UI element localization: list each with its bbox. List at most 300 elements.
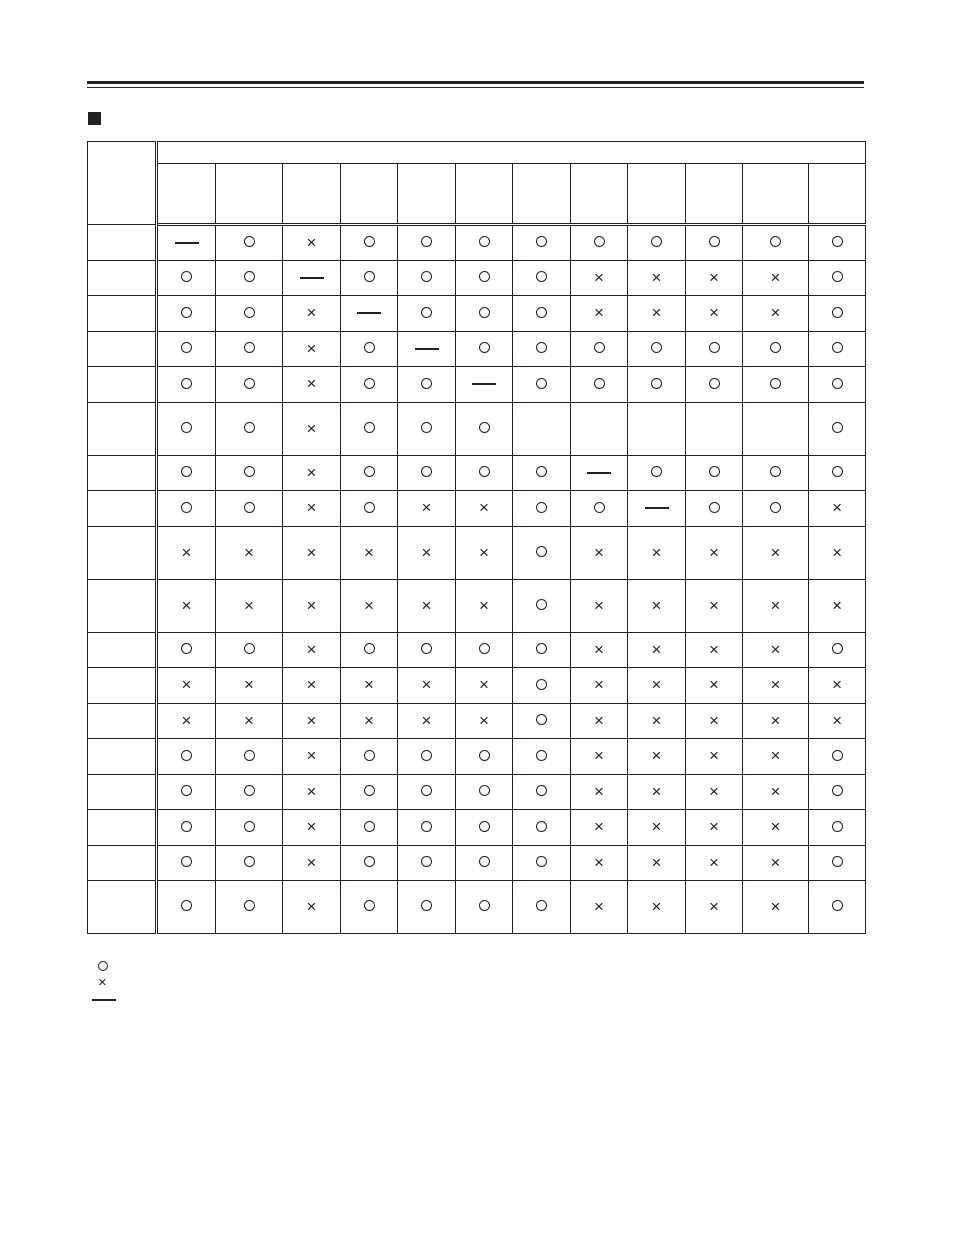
matrix-cell [628, 846, 686, 881]
row-label [88, 810, 157, 846]
dash-icon [357, 312, 381, 314]
circle-icon [536, 643, 547, 654]
cross-icon: × [770, 781, 781, 801]
circle-icon [364, 236, 375, 247]
table-row [88, 456, 866, 491]
matrix-cell [157, 332, 216, 367]
matrix-cell [157, 527, 216, 580]
circle-icon [536, 546, 547, 557]
matrix-cell [283, 668, 341, 704]
circle-icon [479, 750, 490, 761]
cross-icon: × [594, 746, 604, 765]
circle-icon [832, 466, 843, 477]
matrix-cell [283, 296, 341, 332]
circle-icon [709, 378, 720, 389]
cross-icon: × [651, 267, 662, 287]
matrix-cell [513, 261, 571, 296]
matrix-cell [283, 810, 341, 846]
matrix-cell [341, 403, 398, 456]
row-label [88, 633, 157, 668]
cross-icon: × [306, 374, 317, 393]
row-label [88, 668, 157, 704]
matrix-cell [743, 225, 809, 261]
cross-icon: × [244, 595, 254, 615]
matrix-cell [341, 456, 398, 491]
circle-icon [709, 236, 720, 247]
matrix-cell [628, 775, 686, 810]
column-header [628, 164, 686, 225]
matrix-cell [513, 367, 571, 403]
circle-icon [181, 271, 192, 282]
matrix-cell [809, 846, 866, 881]
circle-icon [536, 236, 547, 247]
row-label [88, 704, 157, 739]
cross-icon: × [651, 639, 662, 659]
matrix-cell [571, 704, 628, 739]
symbol-legend [92, 958, 116, 1006]
matrix-cell [456, 668, 513, 704]
column-header [216, 164, 283, 225]
circle-icon [181, 502, 192, 513]
matrix-cell [216, 881, 283, 934]
matrix-cell [809, 456, 866, 491]
table-row [88, 775, 866, 810]
cross-icon: × [709, 896, 719, 916]
column-header [513, 164, 571, 225]
matrix-cell [513, 527, 571, 580]
matrix-cell [686, 580, 743, 633]
cross-icon: × [832, 498, 843, 517]
circle-icon [244, 307, 255, 318]
cross-icon: × [306, 817, 317, 836]
table-row [88, 881, 866, 934]
matrix-cell [283, 527, 341, 580]
matrix-cell [743, 881, 809, 934]
circle-icon [536, 856, 547, 867]
row-label [88, 491, 157, 527]
cross-icon: × [651, 710, 662, 730]
cross-icon: × [594, 852, 604, 872]
matrix-cell [398, 810, 456, 846]
matrix-cell [686, 704, 743, 739]
matrix-cell [157, 810, 216, 846]
circle-icon [832, 307, 843, 318]
cross-icon: × [98, 973, 107, 991]
matrix-cell [686, 367, 743, 403]
matrix-cell [157, 881, 216, 934]
circle-icon [709, 502, 720, 513]
matrix-cell [456, 633, 513, 668]
matrix-cell [686, 332, 743, 367]
cross-icon: × [832, 675, 843, 694]
legend-item [92, 974, 116, 990]
matrix-cell [628, 332, 686, 367]
matrix-cell [686, 527, 743, 580]
circle-icon [244, 342, 255, 353]
matrix-cell [216, 775, 283, 810]
matrix-cell [157, 668, 216, 704]
cross-icon: × [770, 710, 781, 730]
matrix-cell [398, 846, 456, 881]
circle-icon [651, 378, 662, 389]
circle-icon [709, 342, 720, 353]
matrix-cell [513, 810, 571, 846]
matrix-cell [283, 261, 341, 296]
circle-icon [832, 900, 843, 911]
cross-icon: × [651, 817, 662, 836]
table-row [88, 846, 866, 881]
matrix-cell [456, 739, 513, 775]
matrix-cell [743, 739, 809, 775]
circle-icon [421, 821, 432, 832]
matrix-cell [743, 296, 809, 332]
circle-icon [479, 342, 490, 353]
matrix-cell [571, 261, 628, 296]
circle-icon [181, 750, 192, 761]
cross-icon: × [306, 462, 317, 482]
circle-icon [479, 466, 490, 477]
cross-icon: × [421, 498, 432, 517]
circle-icon [364, 342, 375, 353]
matrix-cell [341, 633, 398, 668]
matrix-cell [216, 739, 283, 775]
dash-icon [175, 242, 199, 244]
matrix-cell [341, 261, 398, 296]
cross-icon: × [770, 896, 781, 916]
matrix-cell [686, 225, 743, 261]
matrix-cell [743, 491, 809, 527]
cross-icon: × [306, 746, 317, 765]
matrix-cell [398, 332, 456, 367]
cross-icon: × [770, 267, 781, 287]
circle-icon [651, 236, 662, 247]
circle-icon [832, 236, 843, 247]
cross-icon: × [181, 710, 192, 730]
matrix-cell [686, 633, 743, 668]
matrix-cell [686, 491, 743, 527]
circle-icon [364, 856, 375, 867]
matrix-cell [743, 456, 809, 491]
circle-icon [479, 422, 490, 433]
matrix-cell [456, 704, 513, 739]
circle-icon [244, 900, 255, 911]
circle-icon [364, 271, 375, 282]
table-row [88, 225, 866, 261]
circle-icon [364, 643, 375, 654]
matrix-cell [157, 580, 216, 633]
cross-icon: × [594, 896, 604, 916]
matrix-cell [157, 633, 216, 668]
table-row [88, 580, 866, 633]
circle-icon [770, 378, 781, 389]
matrix-cell [686, 881, 743, 934]
circle-icon [421, 900, 432, 911]
matrix-cell [628, 810, 686, 846]
cross-icon: × [594, 595, 604, 615]
matrix-cell [513, 456, 571, 491]
table-row [88, 261, 866, 296]
matrix-cell [216, 367, 283, 403]
cross-icon: × [709, 595, 719, 615]
circle-icon [244, 643, 255, 654]
matrix-cell [743, 668, 809, 704]
matrix-cell [513, 739, 571, 775]
matrix-cell [686, 739, 743, 775]
matrix-cell [743, 367, 809, 403]
matrix-cell [513, 491, 571, 527]
dash-icon [587, 472, 611, 474]
cross-icon: × [421, 675, 432, 694]
cross-icon: × [709, 267, 719, 287]
matrix-cell [628, 456, 686, 491]
cross-icon: × [594, 710, 604, 730]
matrix-cell [341, 668, 398, 704]
cross-icon: × [709, 542, 719, 562]
matrix-cell [456, 367, 513, 403]
matrix-cell [628, 261, 686, 296]
circle-icon [479, 821, 490, 832]
cross-icon: × [651, 595, 662, 615]
matrix-cell [398, 739, 456, 775]
circle-icon [244, 821, 255, 832]
row-label [88, 225, 157, 261]
matrix-cell [283, 456, 341, 491]
cross-icon: × [181, 675, 192, 694]
matrix-cell [743, 704, 809, 739]
cross-icon: × [181, 542, 192, 562]
matrix-cell [157, 403, 216, 456]
circle-icon [594, 378, 605, 389]
table-row [88, 367, 866, 403]
matrix-cell [157, 491, 216, 527]
matrix-cell [216, 580, 283, 633]
matrix-cell [513, 668, 571, 704]
circle-icon [832, 785, 843, 796]
cross-icon: × [770, 303, 781, 322]
matrix-cell [513, 225, 571, 261]
cross-icon: × [651, 781, 662, 801]
cross-icon: × [770, 595, 781, 615]
table-row [88, 633, 866, 668]
cross-icon: × [709, 817, 719, 836]
cross-icon: × [479, 595, 489, 615]
matrix-cell [686, 810, 743, 846]
circle-icon [181, 378, 192, 389]
matrix-cell [398, 881, 456, 934]
column-header [157, 164, 216, 225]
circle-icon [421, 271, 432, 282]
matrix-cell [157, 775, 216, 810]
matrix-cell [456, 261, 513, 296]
cross-icon: × [651, 746, 662, 765]
matrix-cell [571, 491, 628, 527]
matrix-cell [341, 491, 398, 527]
cross-icon: × [709, 852, 719, 872]
matrix-cell [157, 367, 216, 403]
cross-icon: × [479, 710, 489, 730]
matrix-cell [628, 403, 686, 456]
cross-icon: × [594, 817, 604, 836]
matrix-cell [456, 527, 513, 580]
circle-icon [244, 750, 255, 761]
matrix-cell [628, 491, 686, 527]
matrix-cell [628, 881, 686, 934]
cross-icon: × [421, 595, 432, 615]
matrix-cell [341, 739, 398, 775]
table-row [88, 739, 866, 775]
circle-icon [770, 466, 781, 477]
matrix-cell [216, 704, 283, 739]
cross-icon: × [594, 781, 604, 801]
column-header [398, 164, 456, 225]
circle-icon [832, 422, 843, 433]
header-rule-thick [87, 81, 864, 84]
matrix-cell [809, 704, 866, 739]
cross-icon: × [709, 303, 719, 322]
column-header [341, 164, 398, 225]
circle-icon [364, 785, 375, 796]
matrix-cell [216, 296, 283, 332]
cross-icon: × [770, 639, 781, 659]
cross-icon: × [306, 303, 317, 322]
row-label [88, 261, 157, 296]
matrix-cell [743, 580, 809, 633]
circle-icon [832, 750, 843, 761]
circle-icon [832, 271, 843, 282]
matrix-cell [628, 296, 686, 332]
matrix-cell [686, 456, 743, 491]
matrix-cell [809, 881, 866, 934]
matrix-cell [513, 403, 571, 456]
matrix-cell [809, 332, 866, 367]
matrix-cell [571, 846, 628, 881]
matrix-cell [809, 296, 866, 332]
matrix-cell [216, 633, 283, 668]
matrix-cell [341, 332, 398, 367]
cross-icon: × [306, 418, 317, 438]
matrix-cell [513, 846, 571, 881]
matrix-cell [513, 881, 571, 934]
column-header [571, 164, 628, 225]
circle-icon [479, 785, 490, 796]
column-group-header [157, 142, 866, 164]
matrix-cell [743, 775, 809, 810]
row-label [88, 527, 157, 580]
cross-icon: × [651, 675, 662, 694]
matrix-cell [283, 580, 341, 633]
cross-icon: × [421, 542, 432, 562]
cross-icon: × [770, 817, 781, 836]
circle-icon [421, 307, 432, 318]
matrix-cell [628, 739, 686, 775]
matrix-cell [686, 403, 743, 456]
matrix-cell [743, 846, 809, 881]
matrix-cell [157, 456, 216, 491]
matrix-cell [743, 810, 809, 846]
circle-icon [181, 856, 192, 867]
header-rule-thin [87, 87, 864, 88]
circle-icon [421, 643, 432, 654]
circle-icon [536, 342, 547, 353]
column-header [743, 164, 809, 225]
matrix-cell [216, 403, 283, 456]
compatibility-table [87, 141, 866, 934]
circle-icon [770, 502, 781, 513]
cross-icon: × [479, 675, 489, 694]
circle-icon [181, 342, 192, 353]
matrix-cell [216, 332, 283, 367]
matrix-cell [743, 403, 809, 456]
matrix-cell [398, 456, 456, 491]
matrix-cell [686, 261, 743, 296]
column-header [809, 164, 866, 225]
cross-icon: × [594, 267, 604, 287]
matrix-cell [571, 810, 628, 846]
cross-icon: × [651, 542, 662, 562]
matrix-cell [571, 403, 628, 456]
circle-icon [536, 679, 547, 690]
circle-icon [536, 785, 547, 796]
circle-icon [832, 378, 843, 389]
circle-icon [244, 785, 255, 796]
cross-icon: × [364, 675, 374, 694]
matrix-cell [216, 456, 283, 491]
matrix-cell [571, 225, 628, 261]
circle-icon [651, 466, 662, 477]
matrix-cell [571, 456, 628, 491]
matrix-cell [809, 367, 866, 403]
circle-icon [181, 785, 192, 796]
circle-icon [832, 342, 843, 353]
matrix-cell [157, 261, 216, 296]
matrix-cell [283, 403, 341, 456]
circle-icon [536, 502, 547, 513]
column-header [456, 164, 513, 225]
matrix-cell [513, 704, 571, 739]
row-label [88, 332, 157, 367]
matrix-cell [216, 491, 283, 527]
cross-icon: × [709, 639, 719, 659]
table-row [88, 704, 866, 739]
table-row [88, 296, 866, 332]
matrix-cell [157, 704, 216, 739]
row-label [88, 739, 157, 775]
matrix-cell [216, 527, 283, 580]
matrix-cell [456, 846, 513, 881]
circle-icon [536, 714, 547, 725]
circle-icon [181, 422, 192, 433]
circle-icon [364, 422, 375, 433]
matrix-cell [456, 332, 513, 367]
legend-item [92, 958, 116, 974]
circle-icon [594, 502, 605, 513]
circle-icon [244, 856, 255, 867]
matrix-cell [571, 881, 628, 934]
circle-icon [98, 961, 108, 971]
matrix-cell [341, 527, 398, 580]
circle-icon [364, 466, 375, 477]
table-row [88, 403, 866, 456]
circle-icon [479, 856, 490, 867]
matrix-cell [513, 296, 571, 332]
matrix-cell [398, 296, 456, 332]
matrix-cell [809, 580, 866, 633]
circle-icon [594, 236, 605, 247]
matrix-cell [809, 668, 866, 704]
row-label [88, 403, 157, 456]
circle-icon [479, 271, 490, 282]
matrix-cell [513, 775, 571, 810]
